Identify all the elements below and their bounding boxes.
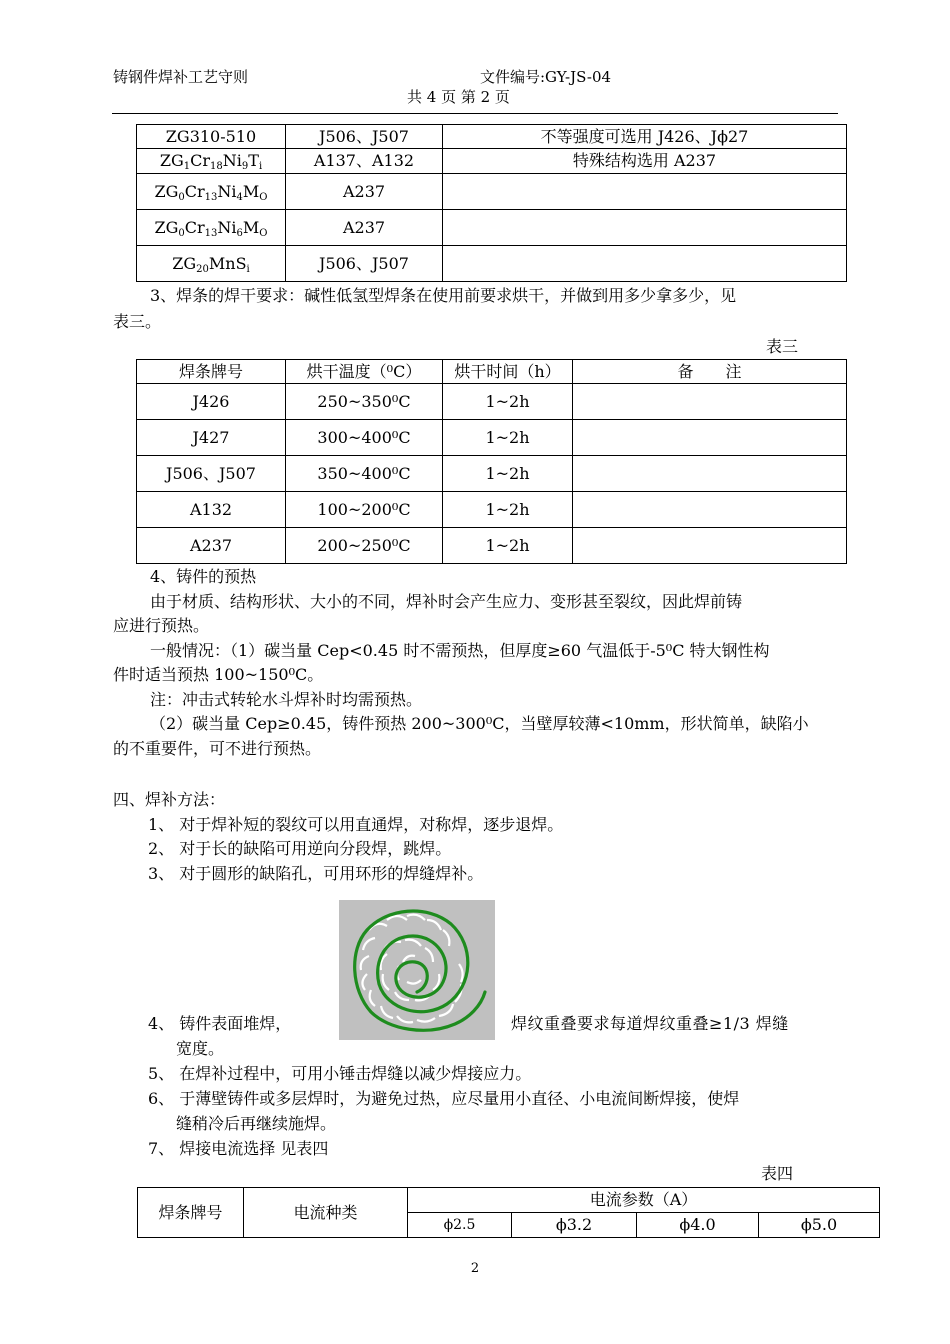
- electrode-cell: A237: [137, 528, 286, 564]
- method-item-3: 3、 对于圆形的缺陷孔，可用环形的焊缝焊补。: [148, 864, 484, 883]
- time-cell: 1~2h: [443, 420, 573, 456]
- header-electrode: 焊条牌号: [137, 360, 286, 384]
- material-cell: $ZG_0Cr_{13}Ni_4M_O$: [137, 174, 286, 210]
- material-cell: $ZG_0Cr_{13}Ni_6M_O$: [137, 210, 286, 246]
- temperature-cell: 300~400⁰C: [286, 420, 443, 456]
- material-cell: ZG310-510: [137, 125, 286, 149]
- table-row: [137, 174, 847, 210]
- electrode-cell: J426: [137, 384, 286, 420]
- preheat-paragraph-4b: 的不重要件，可不进行预热。: [113, 739, 322, 758]
- note-cell: [443, 246, 847, 282]
- header-time: 烘干时间（h）: [443, 360, 573, 384]
- time-cell: 1~2h: [443, 384, 573, 420]
- header-current-type: 电流种类: [244, 1188, 408, 1238]
- electrode-cell: J506、J507: [286, 125, 443, 149]
- section3-text-line1: 3、焊条的焊干要求：碱性低氢型焊条在使用前要求烘干，并做到用多少拿多少，见: [150, 286, 737, 305]
- diameter-cell: ϕ3.2: [512, 1213, 637, 1238]
- preheat-paragraph-1b: 应进行预热。: [113, 616, 210, 635]
- note-cell: [573, 456, 847, 492]
- section3-text-line2: 表三。: [113, 312, 162, 331]
- electrode-cell: A132: [137, 492, 286, 528]
- table-row: [137, 456, 847, 492]
- table-row: [137, 528, 847, 564]
- document-number: 文件编号:GY-JS-04: [480, 68, 612, 86]
- material-cell: $ZG_{20}MnS_i$: [137, 246, 286, 282]
- table3-caption: 表三: [766, 337, 799, 356]
- method-item-7: 7、 焊接电流选择 见表四: [148, 1139, 329, 1158]
- drying-table: [136, 359, 847, 564]
- electrode-cell: A237: [286, 210, 443, 246]
- welding-current-table: [137, 1187, 880, 1238]
- note-cell: [443, 174, 847, 210]
- table-row: [137, 210, 847, 246]
- time-cell: 1~2h: [443, 492, 573, 528]
- note-cell: [573, 528, 847, 564]
- method-item-6a: 6、 于薄壁铸件或多层焊时，为避免过热，应尽量用小直径、小电流间断焊接，使焊: [148, 1089, 740, 1108]
- table-row: [137, 384, 847, 420]
- preheat-paragraph-2b: 件时适当预热 100~150⁰C。: [113, 665, 324, 684]
- temperature-cell: 200~250⁰C: [286, 528, 443, 564]
- method-item-4-continued: 宽度。: [176, 1039, 225, 1058]
- table-header-row: [137, 360, 847, 384]
- method-item-2: 2、 对于长的缺陷可用逆向分段焊，跳焊。: [148, 839, 452, 858]
- electrode-cell: A237: [286, 174, 443, 210]
- preheat-paragraph-1a: 由于材质、结构形状、大小的不同，焊补时会产生应力、变形甚至裂纹，因此焊前铸: [150, 592, 743, 611]
- preheat-paragraph-2a: 一般情况：（1）碳当量 Cep<0.45 时不需预热，但厚度≥60 气温低于-5⁰C 特大钢性构: [150, 641, 770, 660]
- header-temperature: 烘干温度（⁰C）: [286, 360, 443, 384]
- table-row: [137, 125, 847, 149]
- note-cell: [573, 492, 847, 528]
- table-row: [137, 420, 847, 456]
- page-info: 共 4 页 第 2 页: [407, 88, 510, 106]
- note-cell: [443, 210, 847, 246]
- electrode-cell: A137、A132: [286, 149, 443, 174]
- header-rule: [112, 113, 838, 114]
- method-item-1: 1、 对于焊补短的裂纹可以用直通焊，对称焊，逐步退焊。: [148, 815, 564, 834]
- time-cell: 1~2h: [443, 456, 573, 492]
- section4-title: 4、铸件的预热: [150, 567, 257, 586]
- diameter-cell: ϕ5.0: [759, 1213, 880, 1238]
- note-cell: [573, 384, 847, 420]
- method-item-4-right: 焊纹重叠要求每道焊纹重叠≥1/3 焊缝: [511, 1014, 789, 1033]
- preheat-note: 注：冲击式转轮水斗焊补时均需预热。: [150, 690, 423, 709]
- methods-title: 四、焊补方法：: [113, 790, 226, 809]
- material-electrode-table: [136, 124, 847, 282]
- table-row: [137, 149, 847, 174]
- temperature-cell: 100~200⁰C: [286, 492, 443, 528]
- note-cell: 不等强度可选用 J426、Jϕ27: [443, 125, 847, 149]
- table4-caption: 表四: [761, 1164, 794, 1183]
- header-note: 备 注: [573, 360, 847, 384]
- table-row: [137, 246, 847, 282]
- diameter-cell: ϕ2.5: [408, 1213, 512, 1238]
- method-item-6b: 缝稍冷后再继续施焊。: [176, 1114, 337, 1133]
- electrode-cell: J427: [137, 420, 286, 456]
- table-row: [137, 492, 847, 528]
- table-header-row: [138, 1188, 880, 1213]
- time-cell: 1~2h: [443, 528, 573, 564]
- note-cell: [573, 420, 847, 456]
- spiral-weld-icon: [339, 900, 495, 1040]
- header-current-params: 电流参数（A）: [408, 1188, 880, 1213]
- method-item-4-left: 4、 铸件表面堆焊，: [148, 1014, 292, 1033]
- temperature-cell: 350~400⁰C: [286, 456, 443, 492]
- spiral-weld-figure: [339, 900, 495, 1040]
- diameter-cell: ϕ4.0: [637, 1213, 759, 1238]
- header-electrode: 焊条牌号: [138, 1188, 244, 1238]
- note-cell: 特殊结构选用 A237: [443, 149, 847, 174]
- temperature-cell: 250~350⁰C: [286, 384, 443, 420]
- electrode-cell: J506、J507: [286, 246, 443, 282]
- preheat-paragraph-4a: （2）碳当量 Cep≥0.45，铸件预热 200~300⁰C，当壁厚较薄<10mm，形状简单，缺陷小: [150, 714, 809, 733]
- electrode-cell: J506、J507: [137, 456, 286, 492]
- method-item-5: 5、 在焊补过程中，可用小锤击焊缝以减少焊接应力。: [148, 1064, 532, 1083]
- document-title: 铸钢件焊补工艺守则: [113, 68, 249, 86]
- material-cell: $ZG_1Cr_{18}Ni_9T_i$: [137, 149, 286, 174]
- page-number: 2: [470, 1261, 480, 1276]
